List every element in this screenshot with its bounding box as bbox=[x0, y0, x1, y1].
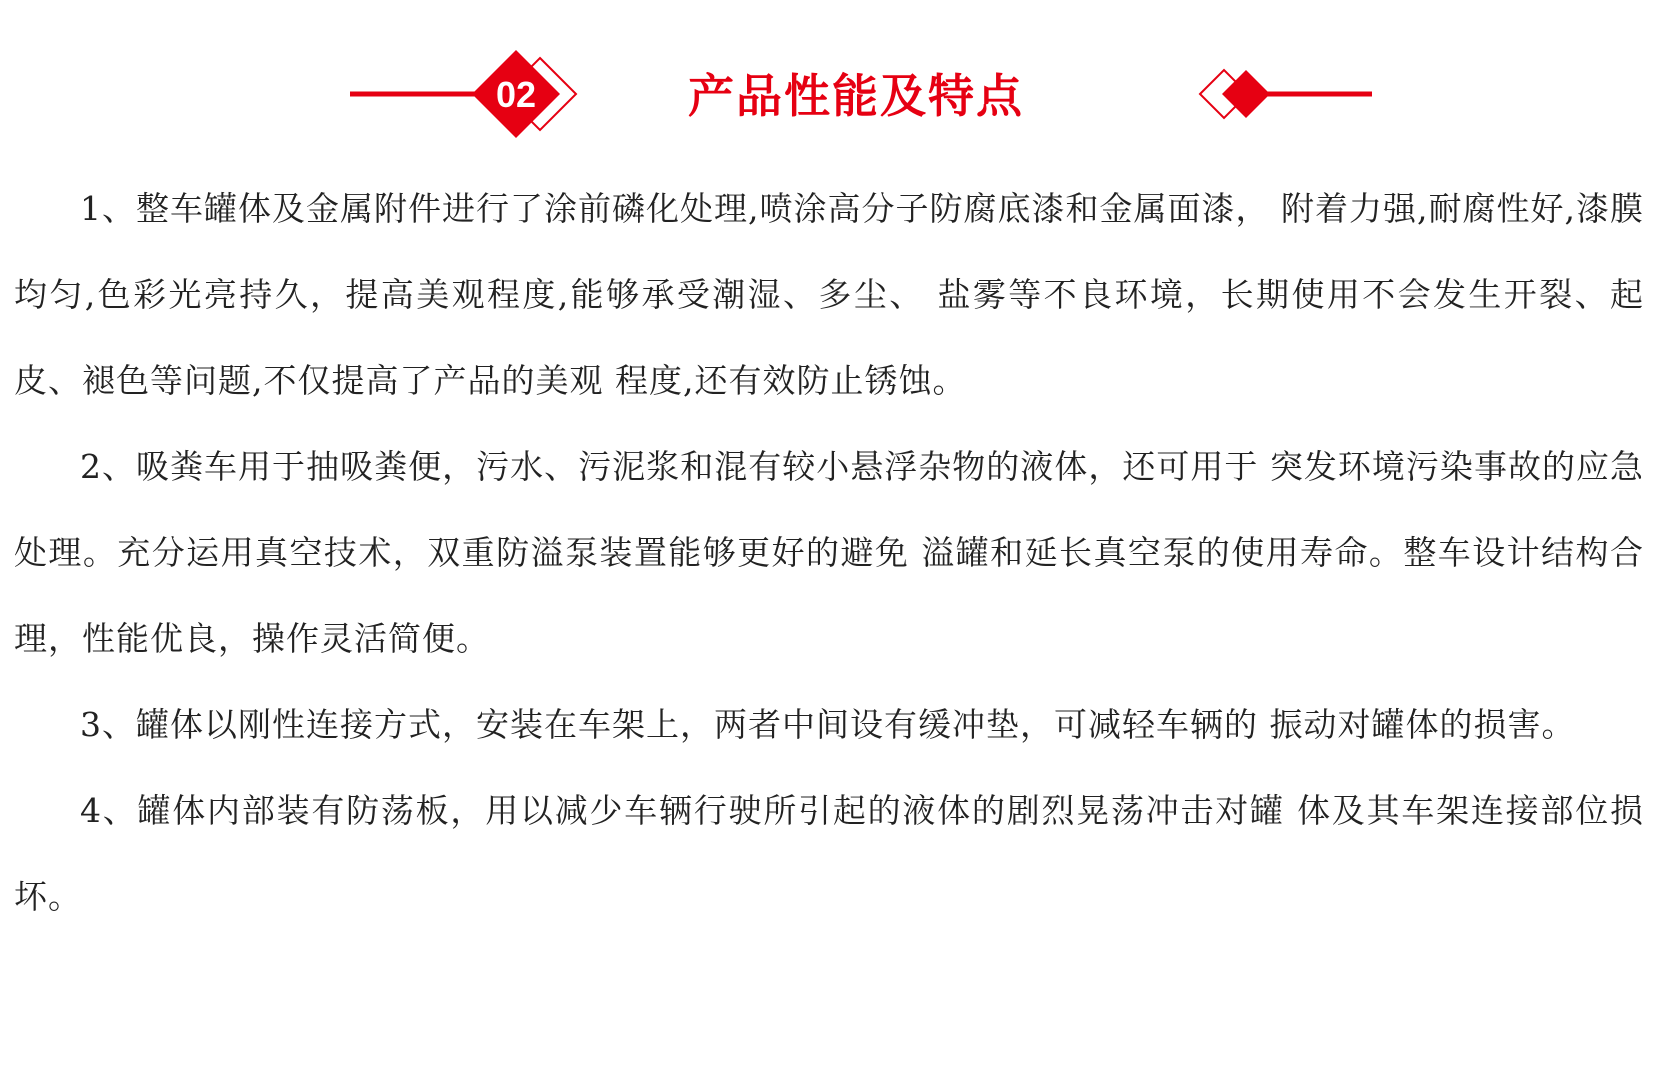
paragraph-4: 4、罐体内部装有防荡板，用以减少车辆行驶所引起的液体的剧烈晃荡冲击对罐 体及其车架连接部位损坏。 bbox=[14, 791, 1644, 916]
section-number: 02 bbox=[495, 74, 537, 115]
paragraph-3: 3、罐体以刚性连接方式，安装在车架上，两者中间设有缓冲垫，可减轻车辆的 振动对罐体的损害。 bbox=[80, 705, 1576, 744]
body-text bbox=[14, 166, 1644, 940]
section-header bbox=[0, 40, 1654, 140]
section-title: 产品性能及特点 bbox=[688, 69, 1024, 123]
paragraph-2: 2、吸粪车用于抽吸粪便，污水、污泥浆和混有较小悬浮杂物的液体，还可用于 突发环境污染事故的应急处理。充分运用真空技术，双重防溢泵装置能够更好的避免 溢罐和延长真空泵的使用寿命。整车设计结构合理，性能优良，操作灵活简便。 bbox=[14, 447, 1644, 658]
paragraph-1: 1、整车罐体及金属附件进行了涂前磷化处理,喷涂高分子防腐底漆和金属面漆， 附着力强,耐腐性好,漆膜均匀,色彩光亮持久，提高美观程度,能够承受潮湿、多尘、 盐雾等不良环境，长期使用不会发生开裂、起皮、褪色等问题,不仅提高了产品的美观 程度,还有效防止锈蚀。 bbox=[14, 189, 1644, 400]
